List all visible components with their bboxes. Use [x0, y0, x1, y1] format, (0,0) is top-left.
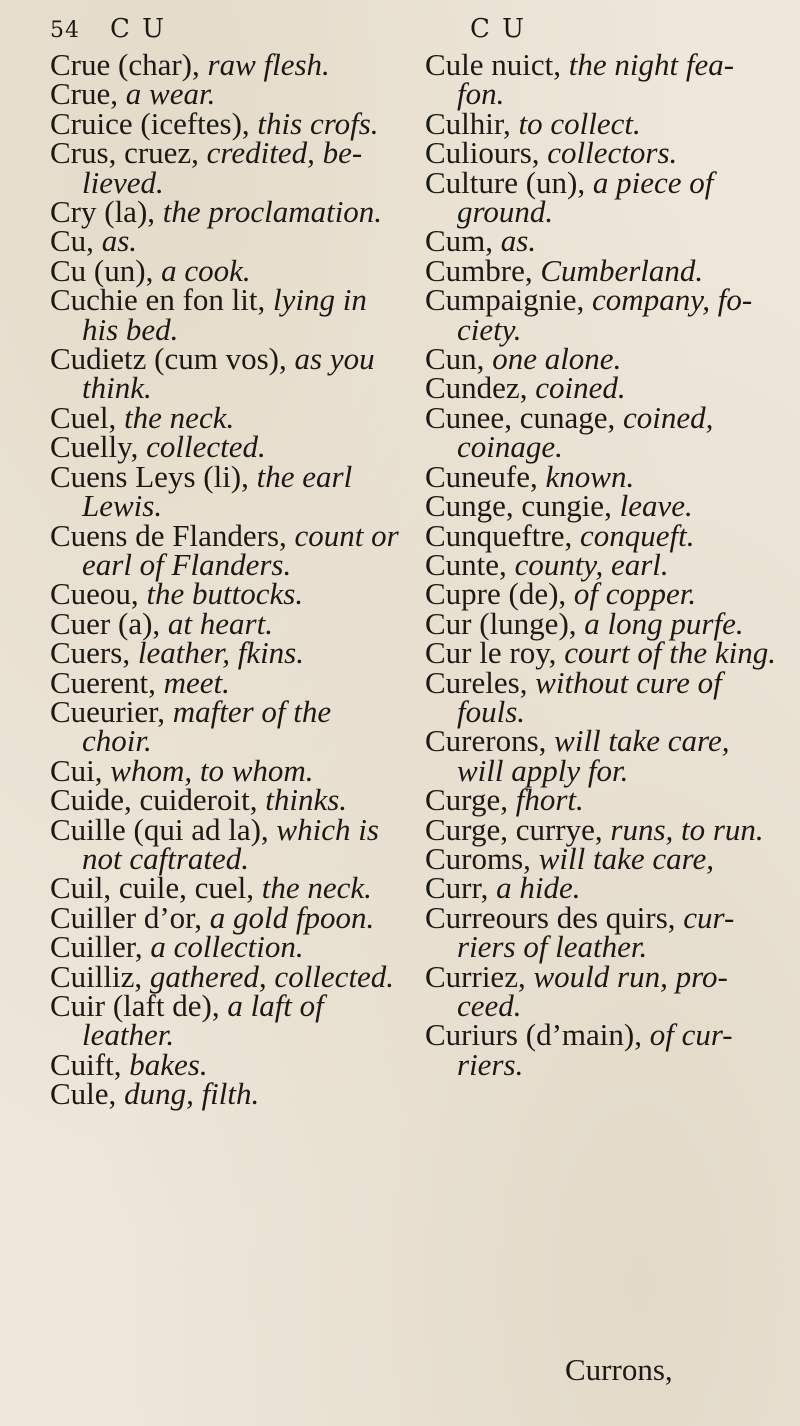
- headword: Culhir,: [425, 105, 519, 141]
- glossary-entry: [425, 223, 780, 259]
- headword: Cuens Leys (li),: [50, 458, 257, 494]
- definition: collected.: [146, 429, 266, 465]
- glossary-entry: [425, 135, 780, 171]
- glossary-entry: [50, 958, 400, 994]
- headword: Cueurier,: [50, 693, 173, 729]
- headword: Cuiller d’or,: [50, 899, 210, 935]
- definition: a cook.: [161, 252, 251, 288]
- headword: Cuift,: [50, 1046, 130, 1082]
- headword: Culiours,: [425, 135, 548, 171]
- definition: the night fea- fon.: [457, 47, 735, 112]
- page-number: 54: [50, 18, 80, 43]
- headword: Curr,: [425, 870, 497, 906]
- glossary-entry: [50, 752, 400, 788]
- glossary-entry: [50, 429, 400, 465]
- glossary-entry: [425, 1017, 780, 1082]
- definition: county, earl.: [514, 546, 669, 582]
- definition: lying in his bed.: [82, 282, 367, 347]
- definition: the neck.: [124, 399, 235, 435]
- glossary-entry: [50, 664, 400, 700]
- headword: Culture (un),: [425, 164, 593, 200]
- glossary-entry: [50, 1076, 400, 1112]
- definition: gathered, collected.: [149, 958, 395, 994]
- glossary-entry: [50, 223, 400, 259]
- headword: Cuchie en fon lit,: [50, 282, 273, 318]
- headword: Cule,: [50, 1076, 125, 1112]
- definition: the earl Lewis.: [82, 458, 353, 524]
- definition: conqueft.: [579, 517, 695, 553]
- glossary-entry: [425, 723, 780, 788]
- headword: Cundez,: [425, 370, 536, 406]
- definition: company, fo- ciety.: [457, 282, 753, 347]
- definition: of copper.: [573, 576, 697, 612]
- headword: Cuilliz,: [50, 958, 150, 994]
- glossary-entry: [50, 252, 400, 288]
- glossary-entry: [425, 870, 780, 906]
- glossary-entry: [50, 341, 400, 406]
- glossary-entry: [425, 458, 780, 494]
- headword: Cuens de Flanders,: [50, 517, 295, 553]
- glossary-entry: [425, 282, 780, 347]
- glossary-entry: [425, 341, 780, 377]
- headword: Cu (un),: [50, 252, 162, 288]
- glossary-entry: [50, 782, 400, 818]
- definition: as.: [101, 223, 138, 259]
- definition: raw flesh.: [207, 47, 330, 82]
- headword: Cuel,: [50, 399, 125, 435]
- glossary-entry: [50, 282, 400, 347]
- glossary-entry: [425, 488, 780, 524]
- catchword: Currons,: [565, 1352, 673, 1387]
- headword: Cum,: [425, 223, 501, 259]
- definition: a gold fpoon.: [209, 899, 375, 935]
- headword: Crus, cruez,: [50, 135, 207, 171]
- glossary-entry: [50, 929, 400, 965]
- definition: a wear.: [125, 76, 216, 112]
- definition: Cumberland.: [540, 252, 704, 288]
- glossary-entry: [50, 517, 400, 582]
- glossary-entry: [50, 576, 400, 612]
- definition: a hide.: [496, 870, 581, 906]
- headword: Curge, currye,: [425, 811, 611, 847]
- definition: dung, filth.: [124, 1076, 260, 1112]
- glossary-entry: [50, 1046, 400, 1082]
- glossary-entry: [425, 399, 780, 465]
- definition: of cur- riers.: [457, 1017, 733, 1082]
- definition: a long purfe.: [584, 605, 744, 641]
- glossary-entry: [425, 664, 780, 729]
- headword: Cunqueftre,: [425, 517, 580, 553]
- definition: without cure of fouls.: [457, 664, 722, 729]
- glossary-entry: [425, 635, 780, 671]
- headword: Cu,: [50, 223, 102, 259]
- glossary-entry: [50, 458, 400, 524]
- definition: as.: [500, 223, 537, 259]
- headword: Cumbre,: [425, 252, 541, 288]
- headword: Cuneufe,: [425, 458, 546, 494]
- definition: fhort.: [515, 782, 584, 818]
- headword: Cruice (iceftes),: [50, 105, 258, 141]
- headword: Curerons,: [425, 723, 555, 759]
- running-head: [0, 8, 800, 52]
- glossary-entry: [50, 988, 400, 1053]
- definition: runs, to run.: [610, 811, 764, 847]
- definition: coined, coinage.: [457, 399, 714, 465]
- definition: will take care,: [538, 840, 715, 876]
- glossary-entry: [425, 105, 780, 141]
- definition: the buttocks.: [146, 576, 304, 612]
- headword: Cuir (laft de),: [50, 988, 228, 1023]
- glossary-entry: [50, 135, 400, 200]
- headword: Cur le roy,: [425, 635, 565, 671]
- definition: at heart.: [167, 605, 273, 641]
- definition: a collection.: [150, 929, 304, 965]
- glossary-entry: [50, 105, 400, 141]
- headword: Curriez,: [425, 958, 534, 994]
- headword: Cuers,: [50, 635, 138, 671]
- glossary-entry: [425, 47, 780, 112]
- glossary-entry: [425, 840, 780, 876]
- definition: a laft of leather.: [82, 988, 324, 1053]
- definition: credited, be- lieved.: [82, 135, 363, 200]
- headword: Cunge, cungie,: [425, 488, 620, 524]
- definition: one alone.: [492, 341, 622, 377]
- definition: will take care, will apply for.: [457, 723, 730, 788]
- definition: this crofs.: [257, 105, 379, 141]
- definition: count or earl of Flanders.: [82, 517, 399, 582]
- glossary-entry: [50, 635, 400, 671]
- headword: Cuerent,: [50, 664, 164, 700]
- headword: Cuil, cuile, cuel,: [50, 870, 262, 906]
- glossary-entry: [425, 782, 780, 818]
- headword: Cur (lunge),: [425, 605, 585, 641]
- definition: a piece of ground.: [457, 164, 714, 230]
- running-head-right: C U: [470, 14, 527, 44]
- definition: whom, to whom.: [110, 752, 314, 788]
- definition: to collect.: [518, 105, 641, 141]
- headword: Cuiller,: [50, 929, 151, 965]
- glossary-entry: [425, 605, 780, 641]
- definition: which is not caftrated.: [82, 811, 379, 876]
- glossary-entry: [425, 517, 780, 553]
- headword: Cureles,: [425, 664, 536, 700]
- definition: the neck.: [261, 870, 372, 906]
- definition: thinks.: [265, 782, 348, 818]
- definition: coined.: [535, 370, 626, 406]
- glossary-entry: [425, 958, 780, 1023]
- left-column: [50, 47, 400, 1112]
- running-head-left: C U: [110, 14, 167, 44]
- glossary-entry: [425, 899, 780, 965]
- headword: Cuille (qui ad la),: [50, 811, 277, 847]
- headword: Cuer (a),: [50, 605, 168, 641]
- headword: Crue (char),: [50, 47, 208, 82]
- glossary-entry: [425, 164, 780, 230]
- glossary-entry: [50, 870, 400, 906]
- glossary-entry: [50, 899, 400, 935]
- definition: leave.: [619, 488, 693, 524]
- headword: Cueou,: [50, 576, 147, 612]
- definition: cur- riers of leather.: [457, 899, 735, 965]
- glossary-entry: [50, 399, 400, 435]
- glossary-entry: [50, 76, 400, 112]
- headword: Cule nuict,: [425, 47, 569, 82]
- headword: Cudietz (cum vos),: [50, 341, 295, 377]
- definition: court of the king.: [564, 635, 776, 671]
- glossary-entry: [425, 811, 780, 847]
- definition: bakes.: [129, 1046, 208, 1082]
- headword: Curreours des quirs,: [425, 899, 684, 935]
- right-column: [425, 47, 780, 1082]
- glossary-entry: [425, 576, 780, 612]
- glossary-entry: [425, 370, 780, 406]
- definition: meet.: [163, 664, 230, 700]
- headword: Cui,: [50, 752, 111, 788]
- headword: Cry (la),: [50, 194, 163, 230]
- headword: Cupre (de),: [425, 576, 574, 612]
- glossary-entry: [50, 47, 400, 82]
- headword: Cuide, cuideroit,: [50, 782, 266, 818]
- headword: Cuelly,: [50, 429, 147, 465]
- definition: the proclamation.: [162, 194, 383, 230]
- definition: would run, pro- ceed.: [457, 958, 728, 1023]
- definition: leather, fkins.: [137, 635, 304, 671]
- headword: Cunee, cunage,: [425, 399, 623, 435]
- glossary-entry: [425, 252, 780, 288]
- glossary-entry: [50, 693, 400, 759]
- definition: known.: [545, 458, 635, 494]
- glossary-entry: [50, 811, 400, 876]
- headword: Curoms,: [425, 840, 539, 876]
- headword: Cumpaignie,: [425, 282, 593, 318]
- glossary-entry: [50, 194, 400, 230]
- headword: Curge,: [425, 782, 516, 818]
- headword: Cunte,: [425, 546, 515, 582]
- definition: mafter of the choir.: [82, 693, 332, 759]
- headword: Curiurs (d’main),: [425, 1017, 650, 1053]
- definition: as you think.: [82, 341, 375, 406]
- headword: Cun,: [425, 341, 493, 377]
- headword: Crue,: [50, 76, 126, 112]
- glossary-entry: [425, 546, 780, 582]
- definition: collectors.: [547, 135, 678, 171]
- glossary-entry: [50, 605, 400, 641]
